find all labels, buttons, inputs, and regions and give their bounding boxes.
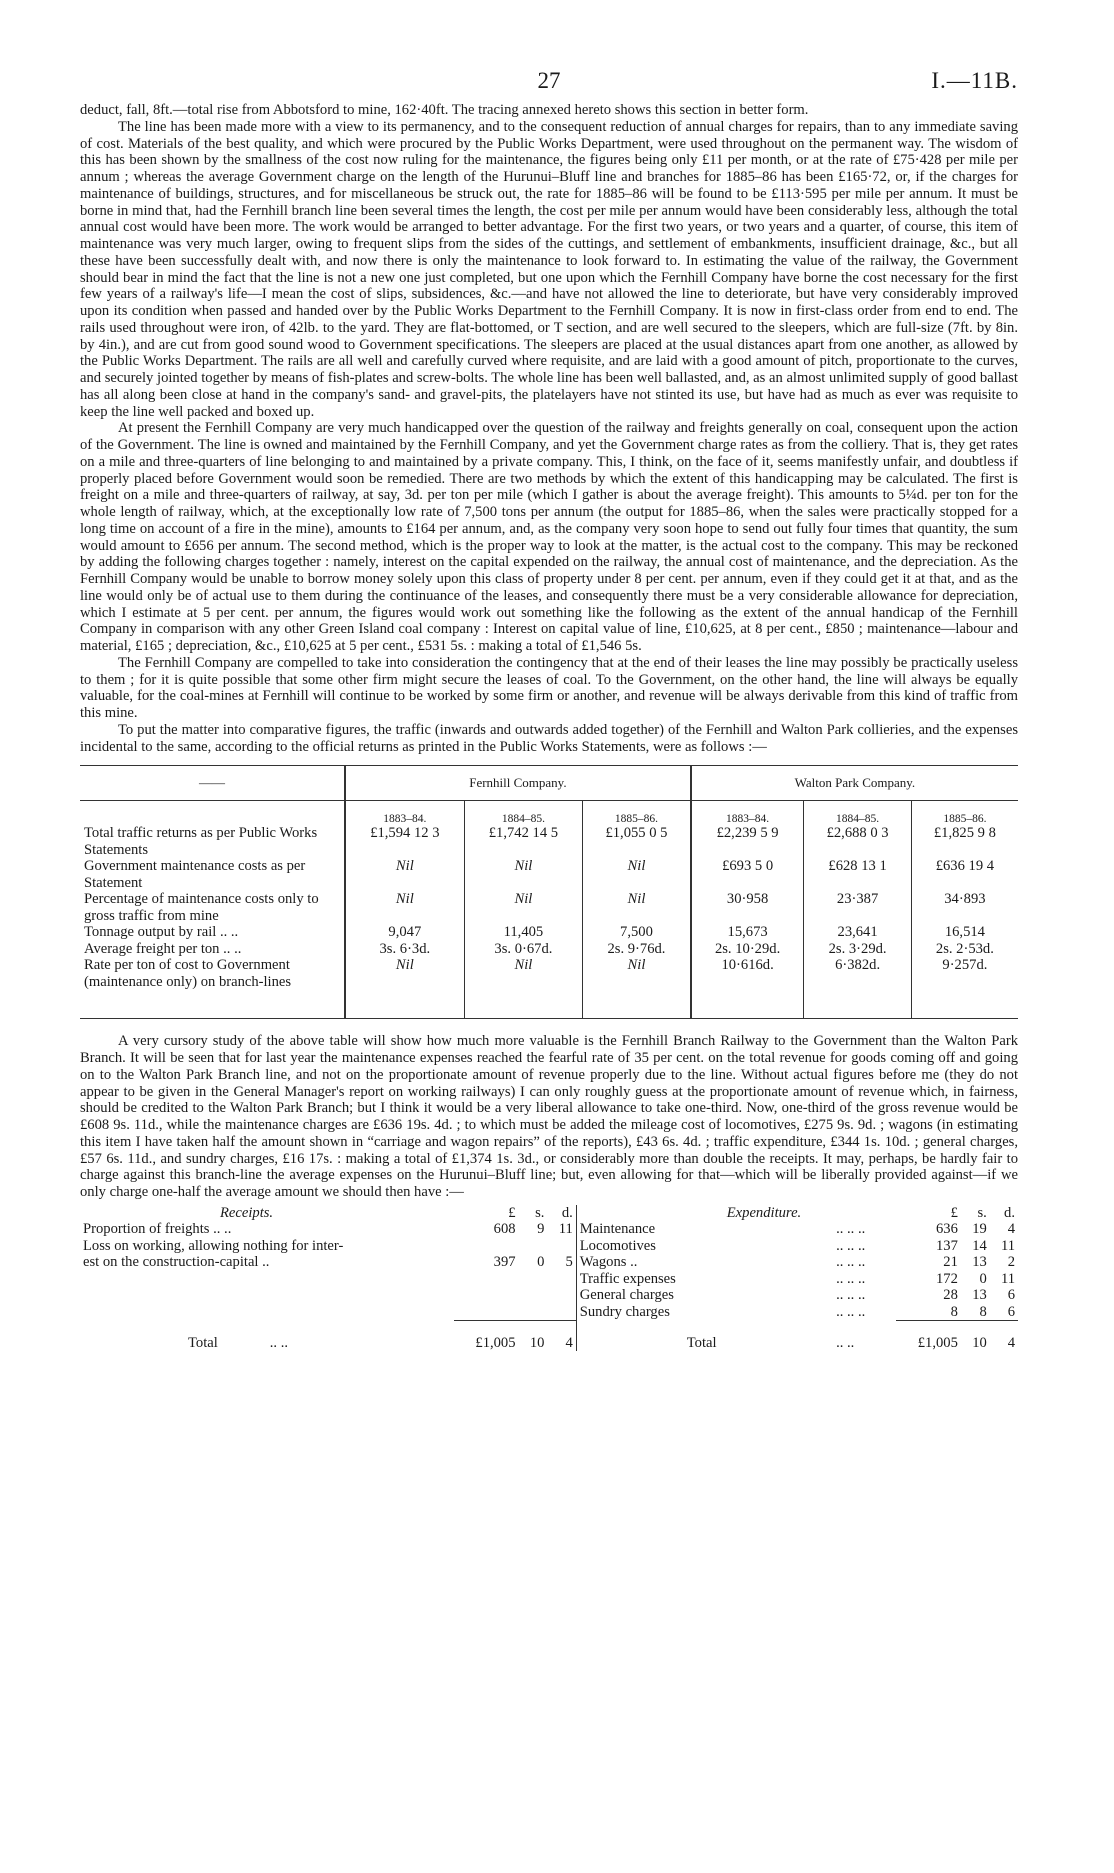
expenditure-pounds: 28 xyxy=(943,1287,958,1304)
expenditure-shillings: 19 xyxy=(972,1221,987,1238)
traffic-comparison-table xyxy=(80,765,1018,1019)
table-row xyxy=(80,825,1018,858)
unit-pence: d. xyxy=(1004,1204,1015,1221)
expenditure-pence: 2 xyxy=(1007,1254,1015,1271)
expenditure-total-shillings: 10 xyxy=(972,1334,987,1351)
expenditure-shillings: 8 xyxy=(979,1303,987,1320)
table-cell: 9·257d. xyxy=(911,957,1018,1019)
table-cell: £628 13 1 xyxy=(804,858,911,891)
group-walton-park: Walton Park Company. xyxy=(691,766,1018,801)
paragraph-leases: The Fernhill Company are compelled to take into consideration the contingency that at the end of their leases the line may possibly be practically useless to them ; for it is quite possible that some other firm might secure the leases of coal. To the Government, on the other hand, the line will always be equally valuable, for the coal-mines at Fernhill will continue to be worked by some firm or another, and revenue will be always derivable from this kind of traffic from this mine. xyxy=(80,654,1018,721)
row-label: Government maintenance costs as per Statement xyxy=(84,858,306,891)
expenditure-total-pence: 4 xyxy=(1007,1334,1015,1351)
table-header-row xyxy=(80,766,1018,801)
paragraph-cursory-study: A very cursory study of the above table will show how much more valuable is the Fernhill Branch Railway to the Government than the Walton Park Branch. It will be seen that for last year the maintenance expenses reached the fearful rate of 35 per cent. on the total revenue for goods coming off and going on to the Walton Park Branch line, and not on the proportionate amount of revenue properly due to the line. Without actual figures before me (they do not appear to be given in the General Manager's report on working railways) I can only roughly guess at the proportionate amount of revenue which, in fairness, should be credited to the Walton Park Branch; but I think it would be a very liberal allowance to take one-third. Now, one-third of the gross revenue would be £608 9s. 11d., while the maintenance charges are £636 19s. 4d. ; to which must be added the mileage cost of locomotives, £275 9s. 9d. ; wagons (in estimating this item I have taken half the amount shown in “carriage and wagon repairs” of the reports), £43 6s. 4d. ; traffic expenditure, £344 1s. 10d. ; general charges, £57 6s. 11d., and sundry charges, £16 17s. : making a total of £1,374 1s. 3d., or considerably more than double the receipts. It may, perhaps, be hardly fair to charge against this branch-line the average expenses on the Hurunui–Bluff line; but, even allowing for that—which will be liberally provided against—if we only charge one-half the average amount we should then have :— xyxy=(80,1033,1018,1200)
table-cell: Nil xyxy=(583,957,691,1019)
account-row xyxy=(80,1254,1018,1271)
table-cell: Nil xyxy=(583,858,691,891)
page-header xyxy=(80,68,1018,102)
paragraph-continuation: deduct, fall, 8ft.—total rise from Abbotsford to mine, 162·40ft. The tracing annexed hereto shows this section in better form. xyxy=(80,102,809,118)
leader-dots: .. .. .. xyxy=(836,1270,866,1287)
expenditure-pence: 11 xyxy=(1000,1270,1015,1287)
table-cell: £693 5 0 xyxy=(691,858,804,891)
row-label: Rate per ton of cost to Government (maintenance only) on branch-lines xyxy=(84,957,292,990)
receipts-total-label: Total .. .. xyxy=(188,1334,289,1351)
account-row xyxy=(80,1221,1018,1238)
expenditure-pounds: 172 xyxy=(936,1270,958,1287)
table-cell: £1,825 9 8 xyxy=(911,825,1018,858)
expenditure-pounds: 8 xyxy=(950,1303,958,1320)
table-cell: Nil xyxy=(464,858,582,891)
expenditure-shillings: 0 xyxy=(979,1270,987,1287)
receipts-total-shillings: 10 xyxy=(529,1334,545,1351)
table-row xyxy=(80,858,1018,891)
unit-pound: £ xyxy=(508,1204,516,1221)
expenditure-label: General charges xyxy=(576,1287,833,1304)
account-row xyxy=(80,1287,1018,1304)
unit-pence: d. xyxy=(561,1204,573,1221)
account-row xyxy=(80,1238,1018,1255)
year-row xyxy=(80,801,1018,826)
row-label: Total traffic returns as per Public Works Statements xyxy=(84,825,318,858)
year-cell: 1883–84. xyxy=(691,801,804,826)
receipts-expenditure-account xyxy=(80,1205,1018,1352)
account-row xyxy=(80,1271,1018,1288)
expenditure-pence: 4 xyxy=(1007,1221,1015,1238)
year-cell: 1884–85. xyxy=(464,801,582,826)
table-cell: 23,641 xyxy=(804,924,911,941)
table-cell: Nil xyxy=(345,858,464,891)
table-cell: 30·958 xyxy=(691,891,804,924)
account-total-row xyxy=(80,1335,1018,1352)
expenditure-shillings: 13 xyxy=(972,1254,987,1271)
unit-shillings: s. xyxy=(535,1204,545,1221)
receipt-label: Proportion of freights .. .. xyxy=(83,1221,232,1238)
receipt-shillings: 0 xyxy=(537,1254,545,1271)
table-cell: £636 19 4 xyxy=(911,858,1018,891)
receipt-shillings: 9 xyxy=(537,1221,545,1238)
expenditure-pence: 11 xyxy=(1000,1237,1015,1254)
paragraph-comparative: To put the matter into comparative figures, the traffic (inwards and outwards added together) of the Fernhill and Walton Park collieries, and the expenses incidental to the same, according to the official returns as printed in the Public Works Statements, were as follows :— xyxy=(80,721,1018,755)
expenditure-shillings: 14 xyxy=(972,1237,987,1254)
expenditure-shillings: 13 xyxy=(972,1287,987,1304)
table-cell: 7,500 xyxy=(583,924,691,941)
expenditure-total-pounds: £1,005 xyxy=(917,1334,958,1351)
table-cell: 15,673 xyxy=(691,924,804,941)
expenditure-label: Locomotives xyxy=(576,1238,833,1255)
paragraph-handicap: At present the Fernhill Company are very much handicapped over the question of the railway and freights generally on coal, consequent upon the action of the Government. The line is owned and maintained by the Fernhill Company, and yet the Government charge rates as from the colliery. That is, they get rates on a mile and three-quarters of line belonging to and maintained by a private company. This, I think, on the face of it, seems manifestly unfair, and doubtless if properly placed before Government would soon be remedied. There are two methods by which the extent of this handicapping may be calculated. The first is freight on a mile and three-quarters of railway, at say, 3d. per ton per mile (which I gather is about the average freight). This amounts to 5¼d. per ton for the whole length of railway, which, at the exceptionally low rate of 7,500 tons per annum (the output for 1885–86, when the sales were practically stopped for a long time on account of a fire in the mine), amounts to £164 per annum, and, as the company very soon hope to send out fully four times that quantity, the sum would amount to £656 per annum. The second method, which is the proper way to look at the matter, is the actual cost to the company. This may be reckoned by adding the following charges together : namely, interest on the capital expended on the railway, the annual cost of maintenance, and the depreciation. As the Fernhill Company would be unable to borrow money solely upon this class of property under 8 per cent. per annum, even if they could get it at that, and as the line would only be of actual use to them during the continuance of the leases, and consequently there must be a very considerable allowance for depreciation, which I estimate at 5 per cent. per annum, the figures would work out something like the following as the extent of the annual handicap of the Fernhill Company in comparison with any other Green Island coal company : Interest on capital value of line, £10,625, at 8 per cent., £850 ; maintenance—labour and material, £165 ; depreciation, &c., £10,625 at 5 per cent., £531 5s. : making a total of £1,546 5s. xyxy=(80,420,1018,654)
leader-dots: .. .. .. xyxy=(836,1303,866,1320)
expenditure-total-label: Total xyxy=(576,1335,833,1352)
table-cell: £1,055 0 5 xyxy=(583,825,691,858)
table-cell: 2s. 9·76d. xyxy=(583,941,691,958)
table-cell: Nil xyxy=(464,957,582,1019)
unit-pound: £ xyxy=(950,1204,958,1221)
receipts-total-pence: 4 xyxy=(565,1334,573,1351)
table-cell: £1,742 14 5 xyxy=(464,825,582,858)
row-label: Percentage of maintenance costs only to gross traffic from mine xyxy=(84,891,319,924)
table-cell: Nil xyxy=(464,891,582,924)
expenditure-label: Traffic expenses xyxy=(576,1271,833,1288)
account-heading-row xyxy=(80,1205,1018,1222)
table-cell: 34·893 xyxy=(911,891,1018,924)
year-cell: 1884–85. xyxy=(804,801,911,826)
table-row xyxy=(80,924,1018,941)
page-number: 27 xyxy=(537,68,561,93)
leader-dots: .. .. xyxy=(836,1334,855,1351)
expenditure-label: Wagons .. xyxy=(576,1254,833,1271)
year-cell: 1885–86. xyxy=(583,801,691,826)
expenditure-label: Maintenance xyxy=(576,1221,833,1238)
receipts-heading: Receipts. xyxy=(220,1204,274,1221)
receipt-pounds: 608 xyxy=(493,1221,516,1238)
receipt-pounds: 397 xyxy=(493,1254,516,1271)
receipt-label: Loss on working, allowing nothing for inter- xyxy=(83,1237,344,1254)
leader-dots: .. .. .. xyxy=(836,1287,866,1304)
leader-dots: .. .. .. xyxy=(836,1237,866,1254)
table-row xyxy=(80,941,1018,958)
expenditure-pence: 6 xyxy=(1007,1303,1015,1320)
paragraph-permanency: The line has been made more with a view to its permanency, and to the consequent reduction of annual charges for repairs, than to any immediate saving of cost. Materials of the best quality, and which were procured by the Public Works Department, were used throughout on the permanent way. The wisdom of this has been shown by the smallness of the cost now ruling for the maintenance, the figures being only £11 per month, or at the rate of £75·428 per mile per annum ; whereas the average Government charge on the length of the Hurunui–Bluff line and branches for 1885–86 has been £165·72, or, if the charges for maintenance of buildings, structures, and for miscellaneous be struck out, the rate for 1885–86 will be found to be £113·595 per mile per annum. It must be borne in mind that, had the Fernhill branch line been several times the length, the cost per mile per annum would have been considerably less, although the total annual cost would have been more. The work would be arranged to better advantage. For the first two years, or two years and a quarter, of course, this item of maintenance was very much larger, owing to frequent slips from the sides of the cuttings, and settlement of embankments, insufficient drainage, &c., but all these have been successfully dealt with, and now there is only the maintenance to look forward to. In estimating the value of the railway, the Government should bear in mind the fact that the line is not a new one just completed, but one upon which the Fernhill Company have borne the cost necessary for the first few years of a railway's life—I mean the cost of slips, subsidences, &c.—and have not allowed the line to deteriorate, but have very considerably improved upon its condition when passed and handed over by the Public Works Department to the Fernhill Company. It is now in first-class order from end to end. The rails used throughout were iron, of 42lb. to the yard. They are flat-bottomed, or T section, and are well secured to the sleepers, which are full-size (7ft. by 8in. by 4in.), and are cut from good sound wood to Government specifications. The sleepers are placed at the usual distances apart from one another, as allowed by the Public Works Department. The rails are all well and carefully curved where requisite, and are laid with a good amount of pitch, proportionate to the curves, and securely jointed together by means of fish-plates and screw-bolts. The whole line has been well ballasted, and, as an almost unlimited supply of good ballast has all along been close at hand in the company's sand- and gravel-pits, the platelayers have not stinted its use, but have had as much as ever was requisite to keep the line well packed and boxed up. xyxy=(80,118,1018,420)
account-spacer-row xyxy=(80,1321,1018,1335)
leader-dots: .. .. .. xyxy=(836,1221,866,1238)
expenditure-heading: Expenditure. xyxy=(576,1205,896,1222)
expenditure-pounds: 137 xyxy=(936,1237,958,1254)
table-cell: 10·616d. xyxy=(691,957,804,1019)
table-row xyxy=(80,891,1018,924)
table-row xyxy=(80,957,1018,1019)
leader-dots: .. .. .. xyxy=(836,1254,866,1271)
row-label: Tonnage output by rail .. .. xyxy=(84,924,239,941)
expenditure-label: Sundry charges xyxy=(576,1304,833,1321)
receipt-label: est on the construction-capital .. xyxy=(83,1254,270,1271)
table-corner: —— xyxy=(80,766,345,801)
table-cell: 23·387 xyxy=(804,891,911,924)
table-cell: £2,688 0 3 xyxy=(804,825,911,858)
table-cell: 2s. 2·53d. xyxy=(911,941,1018,958)
account-row xyxy=(80,1304,1018,1321)
unit-shillings: s. xyxy=(977,1204,987,1221)
table-cell: 11,405 xyxy=(464,924,582,941)
group-fernhill: Fernhill Company. xyxy=(345,766,691,801)
table-cell: Nil xyxy=(345,957,464,1019)
row-label: Average freight per ton .. .. xyxy=(84,940,242,957)
table-cell: £2,239 5 9 xyxy=(691,825,804,858)
expenditure-pounds: 21 xyxy=(943,1254,958,1271)
document-reference: I.—11B. xyxy=(931,68,1018,93)
table-cell: Nil xyxy=(583,891,691,924)
expenditure-pence: 6 xyxy=(1007,1287,1015,1304)
table-cell: 9,047 xyxy=(345,924,464,941)
table-cell: 2s. 10·29d. xyxy=(691,941,804,958)
table-cell: 6·382d. xyxy=(804,957,911,1019)
table-cell: 16,514 xyxy=(911,924,1018,941)
year-cell: 1883–84. xyxy=(345,801,464,826)
table-cell: 2s. 3·29d. xyxy=(804,941,911,958)
document-page xyxy=(80,68,1018,1351)
table-cell: Nil xyxy=(345,891,464,924)
receipt-pence: 5 xyxy=(565,1254,573,1271)
table-cell: 3s. 0·67d. xyxy=(464,941,582,958)
table-cell: 3s. 6·3d. xyxy=(345,941,464,958)
receipt-pence: 11 xyxy=(558,1221,573,1238)
receipts-total-pounds: £1,005 xyxy=(475,1334,516,1351)
year-cell: 1885–86. xyxy=(911,801,1018,826)
table-cell: £1,594 12 3 xyxy=(345,825,464,858)
expenditure-pounds: 636 xyxy=(936,1221,958,1238)
